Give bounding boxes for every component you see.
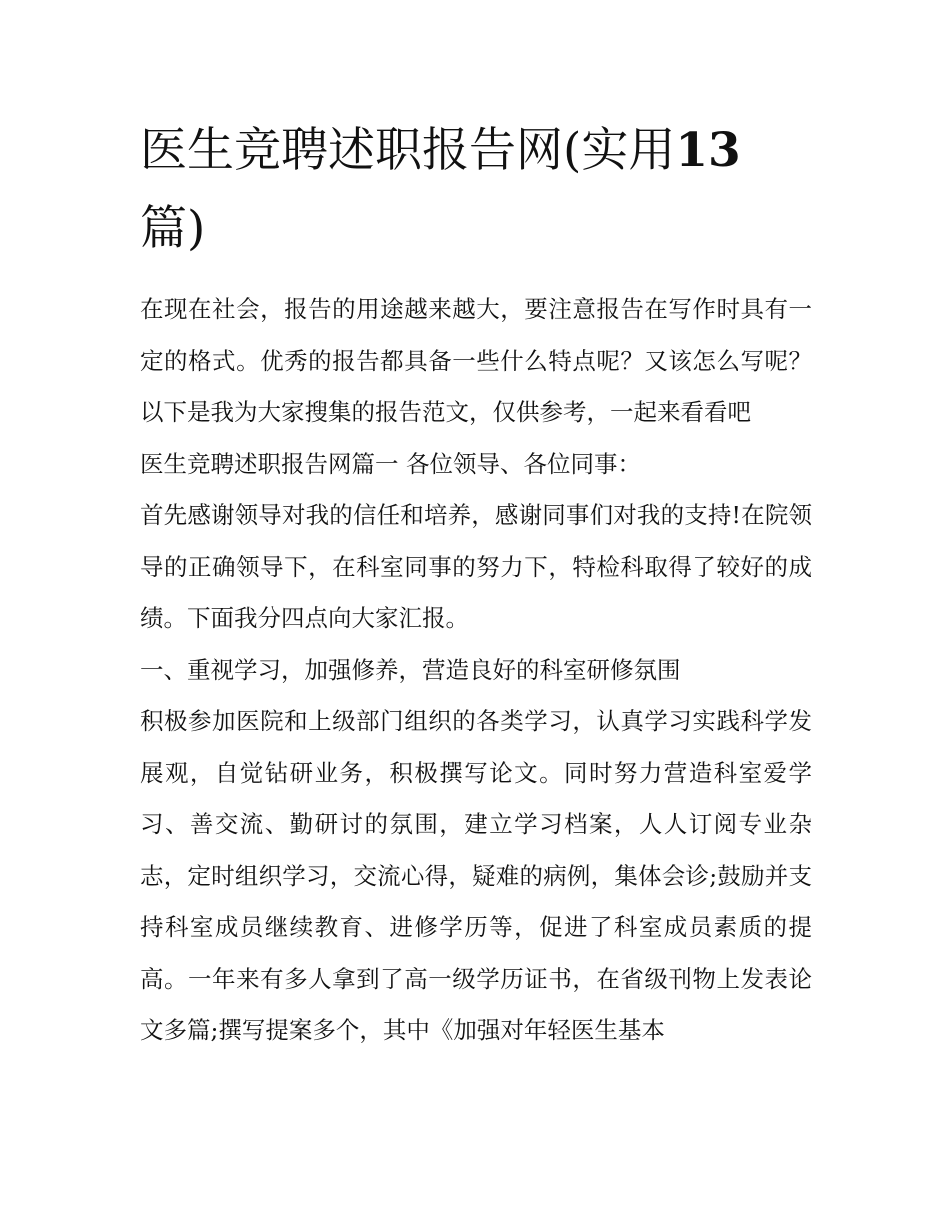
section-heading: 医生竞聘述职报告网篇一 各位领导、各位同事： bbox=[140, 449, 641, 478]
document-body bbox=[140, 112, 812, 1057]
document-title bbox=[140, 112, 812, 268]
title-tail: 篇) bbox=[140, 201, 206, 256]
point-one-heading: 一、重视学习，加强修养，营造良好的科室研修氛围 bbox=[140, 655, 681, 684]
title-main: 医生竞聘述职报告网(实用 bbox=[140, 123, 676, 178]
point-one-body: 积极参加医院和上级部门组织的各类学习，认真学习实践科学发展观，自觉钻研业务，积极撰写论文。同时努力营造科室爱学习、善交流、勤研讨的氛围，建立学习档案，人人订阅专业杂志，定时组织学习，交流心得，疑难的病例，集体会诊;鼓励并支持科室成员继续教育、进修学历等，促进了科室成员素质的提高。一年来有多人拿到了高一级学历证书，在省级刊物上发表论文多篇;撰写提案多个，其中《加强对年轻医生基本 bbox=[140, 707, 812, 1044]
title-number: 13 bbox=[675, 123, 741, 178]
intro-paragraph: 在现在社会，报告的用途越来越大，要注意报告在写作时具有一定的格式。优秀的报告都具备一些什么特点呢？又该怎么写呢？以下是我为大家搜集的报告范文，仅供参考，一起来看看吧 bbox=[140, 295, 812, 426]
thanks-paragraph: 首先感谢领导对我的信任和培养，感谢同事们对我的支持!在院领导的正确领导下，在科室同事的努力下，特检科取得了较好的成绩。下面我分四点向大家汇报。 bbox=[140, 501, 812, 632]
